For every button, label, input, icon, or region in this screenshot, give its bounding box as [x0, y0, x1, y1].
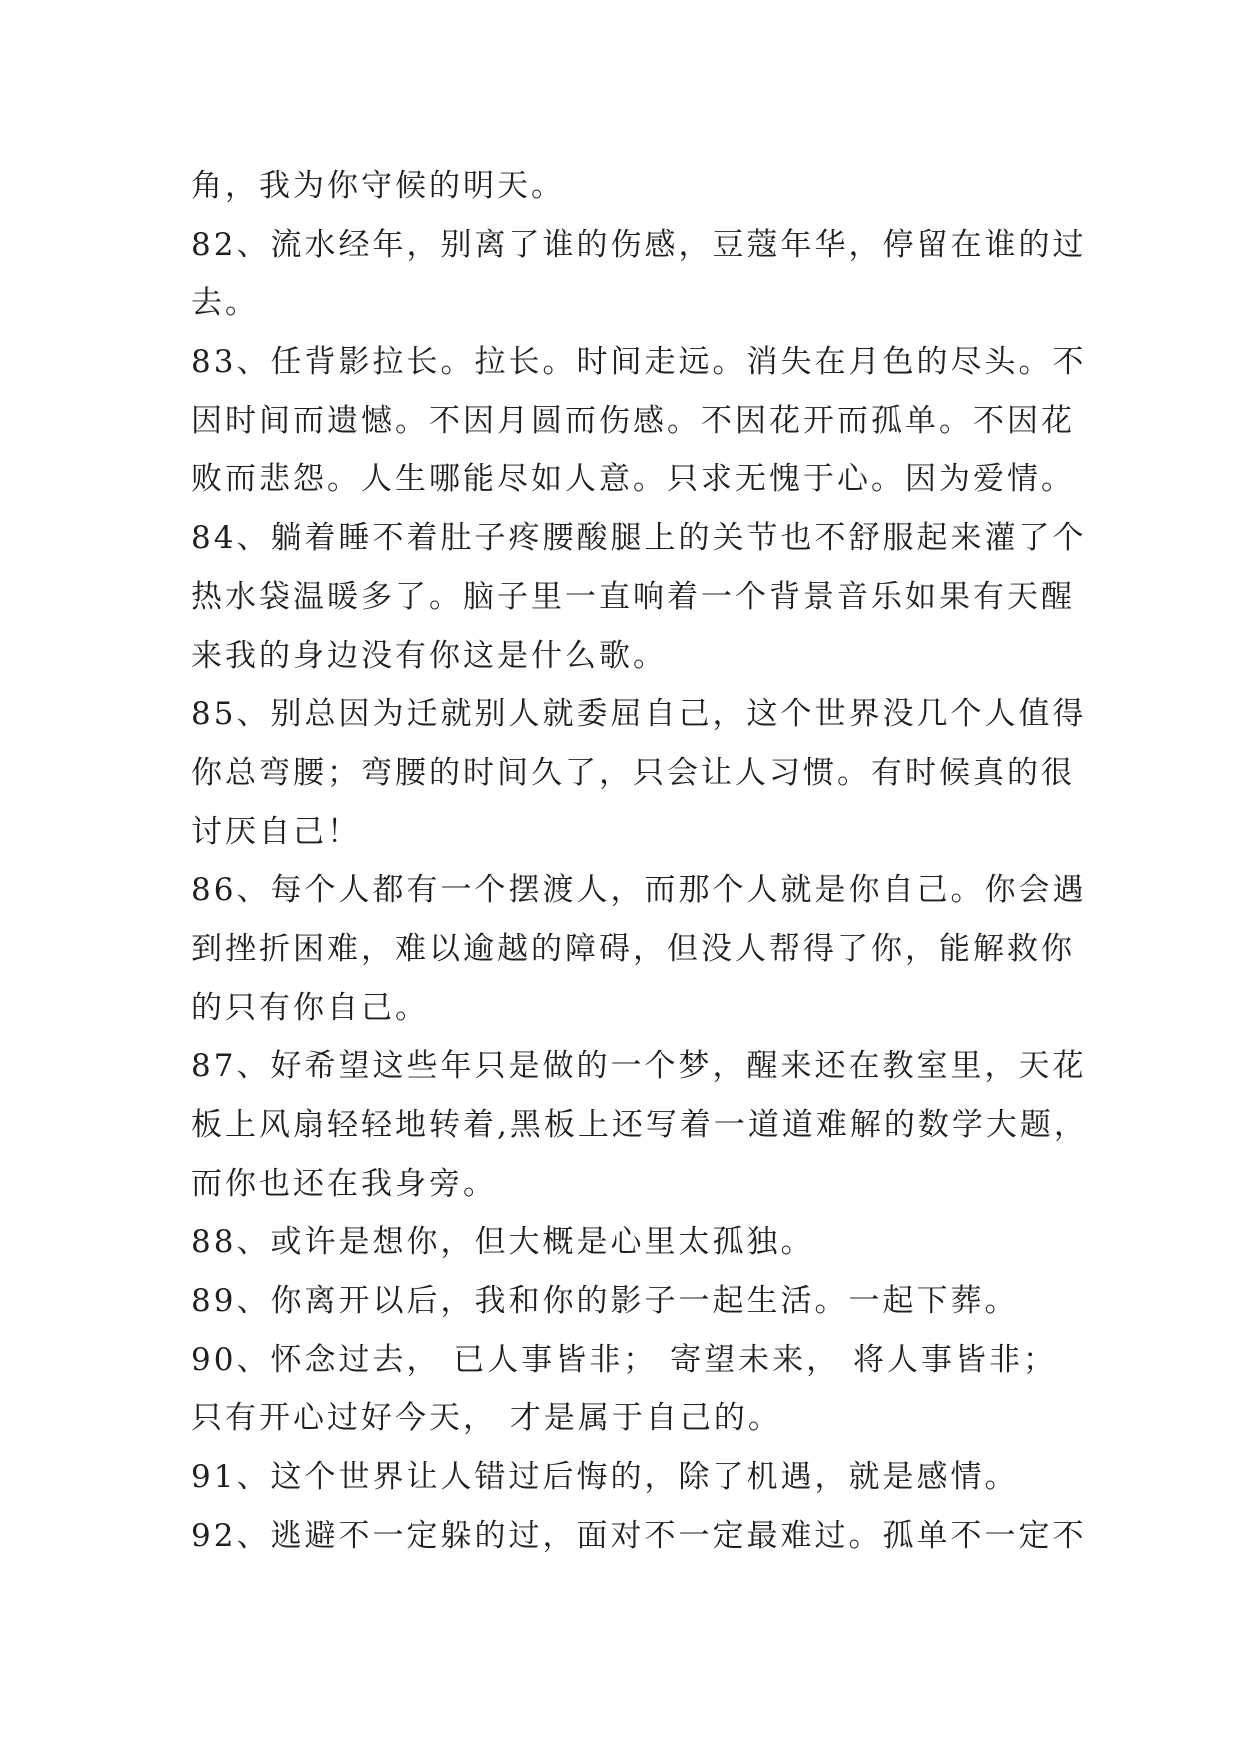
- text-line: 你总弯腰；弯腰的时间久了，只会让人习惯。有时候真的很: [191, 754, 1075, 791]
- text-line: 到挫折困难，难以逾越的障碍，但没人帮得了你，能解救你: [191, 930, 1075, 967]
- text-line: 87、好希望这些年只是做的一个梦，醒来还在教室里，天花: [191, 1048, 1087, 1085]
- text-line: 去。: [191, 285, 259, 322]
- text-line: 讨厌自己！: [191, 813, 361, 850]
- text-line: 89、你离开以后，我和你的影子一起生活。一起下葬。: [191, 1283, 1019, 1320]
- text-line: 86、每个人都有一个摆渡人，而那个人就是你自己。你会遇: [191, 872, 1087, 909]
- text-line: 84、躺着睡不着肚子疼腰酸腿上的关节也不舒服起来灌了个: [191, 520, 1087, 557]
- text-line: 88、或许是想你，但大概是心里太孤独。: [191, 1224, 815, 1261]
- text-line: 82、流水经年，别离了谁的伤感，豆蔻年华，停留在谁的过: [191, 226, 1087, 263]
- text-line: 来我的身边没有你这是什么歌。: [191, 637, 667, 674]
- text-line: 只有开心过好今天， 才是属于自己的。: [191, 1400, 782, 1437]
- text-line: 热水袋温暖多了。脑子里一直响着一个背景音乐如果有天醒: [191, 578, 1075, 615]
- body-text: [191, 157, 1088, 1566]
- text-line: 83、任背影拉长。拉长。时间走远。消失在月色的尽头。不: [191, 344, 1087, 381]
- text-line: 而你也还在我身旁。: [191, 1165, 497, 1202]
- text-line: 85、别总因为迁就别人就委屈自己，这个世界没几个人值得: [191, 696, 1087, 733]
- text-line: 角，我为你守候的明天。: [191, 168, 565, 204]
- text-line: 因时间而遗憾。不因月圆而伤感。不因花开而孤单。不因花: [191, 402, 1075, 439]
- text-line: 92、逃避不一定躲的过，面对不一定最难过。孤单不一定不: [191, 1517, 1087, 1554]
- text-line: 败而悲怨。人生哪能尽如人意。只求无愧于心。因为爱情。: [191, 461, 1075, 498]
- text-line: 的只有你自己。: [191, 989, 429, 1026]
- text-line: 板上风扇轻轻地转着,黑板上还写着一道道难解的数学大题，: [191, 1107, 1088, 1143]
- text-line: 91、这个世界让人错过后悔的，除了机遇，就是感情。: [191, 1459, 1019, 1496]
- text-line: 90、怀念过去， 已人事皆非； 寄望未来， 将人事皆非；: [191, 1341, 1058, 1378]
